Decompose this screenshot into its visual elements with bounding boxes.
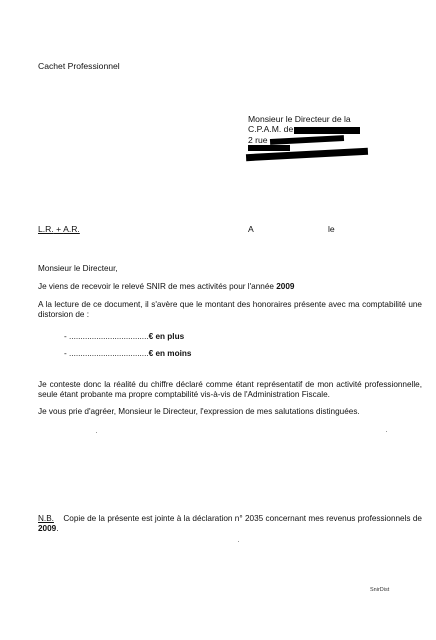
redaction-bar <box>294 127 360 134</box>
amount-dots: ................................... <box>69 349 149 358</box>
date-label: le <box>328 224 335 234</box>
bullet-amount-plus <box>64 332 184 342</box>
bullet-plus-label: € en plus <box>148 332 185 341</box>
nota-bene-text: Copie de la présente est jointe à la déclaration n° 2035 concernant mes revenus professionnels de <box>63 514 422 523</box>
paragraph-snir-text: Je viens de recevoir le relevé SNIR de mes activités pour l'année <box>38 282 277 291</box>
nota-bene-label: N.B. <box>38 514 54 523</box>
bullet-prefix: - <box>64 332 70 341</box>
scan-speck <box>96 432 97 433</box>
recipient-postcode-line <box>248 145 360 163</box>
recipient-city-line <box>248 124 360 134</box>
redaction-bar <box>248 145 290 151</box>
send-mode-label <box>38 224 80 235</box>
paragraph-closing: Je vous prie d'agréer, Monsieur le Directeur, l'expression de mes salutations distinguées. <box>38 407 360 416</box>
send-mode-ar: A.R. <box>63 224 80 234</box>
recipient-street-line <box>248 135 360 145</box>
salutation: Monsieur le Directeur, <box>38 264 118 273</box>
recipient-address-block <box>248 114 360 163</box>
amount-dots: ................................... <box>69 332 149 341</box>
reference-code: SnirDist <box>370 587 390 593</box>
paragraph-snir-year: 2009 <box>276 282 295 291</box>
send-mode-lr: L.R. <box>38 224 54 234</box>
redaction-bar <box>269 135 343 145</box>
nota-bene-year: 2009 <box>38 524 57 534</box>
scan-speck <box>238 541 239 542</box>
scan-speck <box>386 431 387 432</box>
place-label: A <box>248 224 254 234</box>
bullet-amount-minus <box>64 349 191 359</box>
bullet-minus-label: € en moins <box>148 349 192 358</box>
recipient-street-prefix: 2 rue <box>248 134 268 145</box>
paragraph-snir-received <box>38 282 422 292</box>
professional-stamp-label: Cachet Professionnel <box>38 61 120 71</box>
paragraph-distortion: A la lecture de ce document, il s'avère que le montant des honoraires présente avec ma comptabilité une distorsion de : <box>38 300 422 320</box>
recipient-title: Monsieur le Directeur de la <box>248 114 351 124</box>
nota-bene <box>38 514 422 535</box>
recipient-cpam-prefix: C.P.A.M. de <box>248 124 294 135</box>
send-mode-plus: + <box>53 224 64 234</box>
bullet-prefix: - <box>64 349 70 358</box>
nota-bene-end: . <box>56 524 59 534</box>
paragraph-contest: Je conteste donc la réalité du chiffre déclaré comme étant représentatif de mon activité professionnelle, seule étant probante ma propre comptabilité vis-à-vis de l'Administration Fiscale. <box>38 380 422 400</box>
